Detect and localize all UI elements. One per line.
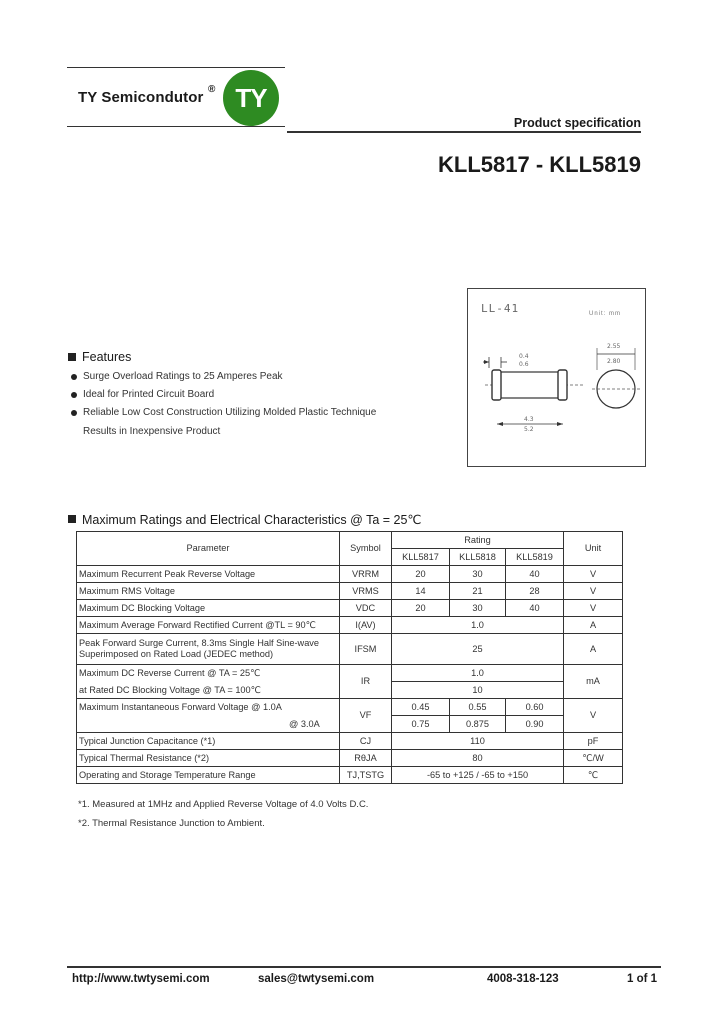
dim-diameter-alt-label: 2.80 [607,358,621,365]
package-unit-label: Unit: mm [589,311,621,317]
row-param-line: Maximum DC Reverse Current @ TA = 25℃ [79,667,261,678]
email-link[interactable]: sales@twtysemi.com [258,973,375,985]
row-symbol: RθJA [340,750,392,767]
ratings-table [76,531,623,784]
table-row [77,583,623,600]
dim-lead-label: 0.4 [519,353,529,360]
header-rule-top [67,67,285,68]
row-value: 30 [450,600,506,617]
diode-body [497,372,563,398]
row-symbol: CJ [340,733,392,750]
row-param [77,699,340,733]
row-value: 1.0 [392,665,564,682]
footnote: *2. Thermal Resistance Junction to Ambient. [78,818,265,829]
feature-item: Reliable Low Cost Construction Utilizing Molded Plastic Technique [83,407,377,418]
features-title: Features [82,350,132,364]
header-rule-long [287,131,641,133]
row-param-line: Superimposed on Rated Load (JEDEC method) [79,649,274,659]
row-param: Maximum RMS Voltage [77,583,340,600]
dim-length-alt-label: 5.2 [524,426,534,433]
dim-diameter-label: 2.55 [607,343,621,350]
table-row [77,617,623,634]
row-param: Typical Thermal Resistance (*2) [77,750,340,767]
row-value: 0.875 [450,716,506,733]
row-symbol: I(AV) [340,617,392,634]
row-value: -65 to +125 / -65 to +150 [392,767,564,784]
header-symbol: Symbol [340,532,392,566]
company-name: TY Semicondutor [78,89,204,106]
feature-item: Ideal for Printed Circuit Board [83,389,215,400]
row-param-line: at Rated DC Blocking Voltage @ TA = 100℃ [79,684,261,695]
ratings-bullet-square [68,515,76,523]
table-row [77,665,623,682]
feature-bullet [71,374,77,380]
registered-mark: ® [208,84,216,95]
header-parameter: Parameter [77,532,340,566]
row-value: 110 [392,733,564,750]
row-symbol: IR [340,665,392,699]
row-param [77,634,340,665]
header-model: KLL5818 [450,549,506,566]
row-unit: mA [564,665,623,699]
row-unit: ℃ [564,767,623,784]
table-row [77,566,623,583]
features-bullet-square [68,353,76,361]
table-row [77,634,623,665]
row-symbol: VRMS [340,583,392,600]
row-value: 14 [392,583,450,600]
row-param: Maximum DC Blocking Voltage [77,600,340,617]
row-value: 1.0 [392,617,564,634]
row-param: Maximum Average Forward Rectified Current @TL = 90℃ [77,617,340,634]
table-row [77,750,623,767]
table-header-row [77,532,623,549]
row-param-line: Maximum Instantaneous Forward Voltage @ 1.0A [79,701,282,712]
row-unit: V [564,699,623,733]
company-logo: TY [223,70,279,126]
row-unit: ℃/W [564,750,623,767]
row-value: 0.55 [450,699,506,716]
row-value: 21 [450,583,506,600]
row-value: 0.45 [392,699,450,716]
feature-bullet [71,410,77,416]
table-row [77,733,623,750]
row-value: 0.60 [506,699,564,716]
website-link[interactable]: http://www.twtysemi.com [72,973,210,985]
row-value: 28 [506,583,564,600]
row-unit: pF [564,733,623,750]
table-row [77,699,623,716]
table-row [77,600,623,617]
header-model: KLL5819 [506,549,564,566]
row-symbol: VRRM [340,566,392,583]
row-symbol: TJ,TSTG [340,767,392,784]
row-value: 40 [506,566,564,583]
dim-lead-alt-label: 0.6 [519,361,529,368]
row-param: Operating and Storage Temperature Range [77,767,340,784]
feature-item: Surge Overload Ratings to 25 Amperes Peak [83,371,283,382]
row-symbol: VF [340,699,392,733]
right-end-cap [558,370,567,400]
row-value: 25 [392,634,564,665]
row-unit: A [564,634,623,665]
row-param [77,665,340,699]
spec-label: Product specification [513,116,641,130]
row-param: Maximum Recurrent Peak Reverse Voltage [77,566,340,583]
row-value: 30 [450,566,506,583]
ratings-title: Maximum Ratings and Electrical Characteristics @ Ta = 25℃ [82,513,422,527]
phone-number: 4008-318-123 [487,973,559,985]
header-rule-short [67,126,285,127]
row-value: 20 [392,566,450,583]
row-value: 0.90 [506,716,564,733]
dim-length-label: 4.3 [524,416,534,423]
part-title: KLL5817 - KLL5819 [438,152,641,177]
left-end-cap [492,370,501,400]
row-value: 0.75 [392,716,450,733]
package-drawing [467,288,645,466]
page-number: 1 of 1 [627,973,658,985]
row-value: 40 [506,600,564,617]
row-value: 80 [392,750,564,767]
header-unit: Unit [564,532,623,566]
table-row [77,767,623,784]
feature-bullet [71,392,77,398]
footer-rule [67,966,661,968]
footnote: *1. Measured at 1MHz and Applied Reverse Voltage of 4.0 Volts D.C. [78,799,369,810]
header-model: KLL5817 [392,549,450,566]
row-param-line: @ 3.0A [289,718,320,729]
row-value: 20 [392,600,450,617]
row-symbol: VDC [340,600,392,617]
row-unit: V [564,600,623,617]
row-value: 10 [392,682,564,699]
row-unit: V [564,583,623,600]
row-unit: V [564,566,623,583]
row-param-line: Peak Forward Surge Current, 8.3ms Single Half Sine-wave [79,638,320,648]
row-unit: A [564,617,623,634]
row-symbol: IFSM [340,634,392,665]
feature-item-continuation: Results in Inexpensive Product [83,426,221,437]
package-name: LL-41 [481,302,520,315]
row-param: Typical Junction Capacitance (*1) [77,733,340,750]
header-rating: Rating [392,532,564,549]
